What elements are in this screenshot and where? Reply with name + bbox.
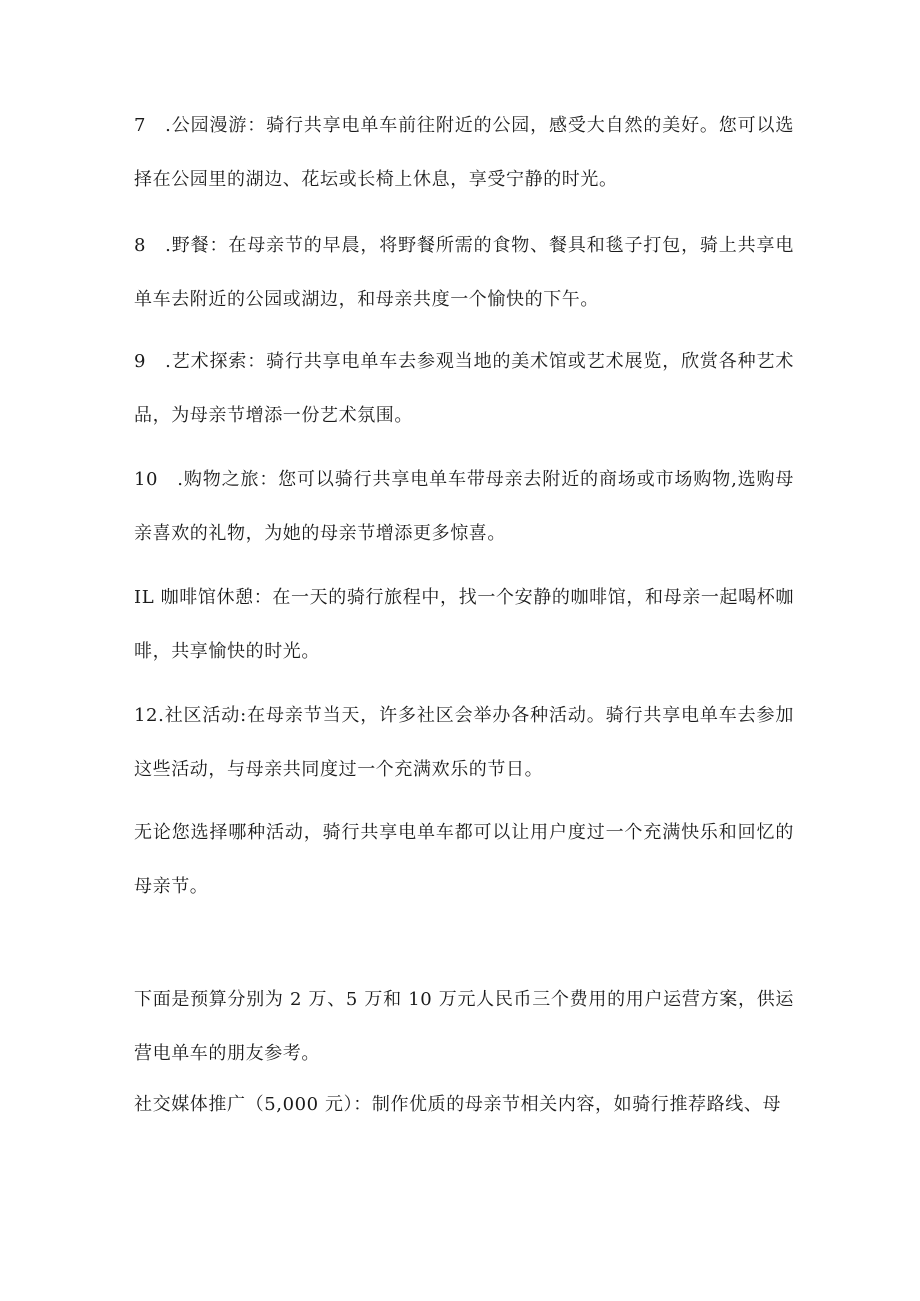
paragraph-9-art-exploration: 9 .艺术探索：骑行共享电单车去参观当地的美术馆或艺术展览，欣赏各种艺术品，为母亲节增添一份艺术氛围。 (134, 351, 794, 426)
paragraph-conclusion: 无论您选择哪种活动，骑行共享电单车都可以让用户度过一个充满快乐和回忆的母亲节。 (134, 822, 794, 897)
paragraph-10-shopping-trip: 10 .购物之旅：您可以骑行共享电单车带母亲去附近的商场或市场购物,选购母亲喜欢的礼物，为她的母亲节增添更多惊喜。 (134, 469, 794, 544)
paragraph-budget-intro: 下面是预算分别为 2 万、5 万和 10 万元人民币三个费用的用户运营方案，供运营电单车的朋友参考。 (134, 989, 794, 1064)
paragraph-8-picnic: 8 .野餐：在母亲节的早晨，将野餐所需的食物、餐具和毯子打包，骑上共享电单车去附近的公园或湖边，和母亲共度一个愉快的下午。 (134, 235, 794, 310)
paragraph-social-media-promotion: 社交媒体推广（5,000 元）：制作优质的母亲节相关内容，如骑行推荐路线、母 (134, 1094, 782, 1115)
paragraph-12-community-events: 12.社区活动:在母亲节当天，许多社区会举办各种活动。骑行共享电单车去参加这些活动，与母亲共同度过一个充满欢乐的节日。 (134, 705, 794, 780)
paragraph-7-park-tour: 7 .公园漫游：骑行共享电单车前往附近的公园，感受大自然的美好。您可以选择在公园里的湖边、花坛或长椅上休息，享受宁静的时光。 (134, 115, 794, 190)
paragraph-11-cafe-break: IL 咖啡馆休憩：在一天的骑行旅程中，找一个安静的咖啡馆，和母亲一起喝杯咖啡，共享愉快的时光。 (134, 587, 794, 662)
